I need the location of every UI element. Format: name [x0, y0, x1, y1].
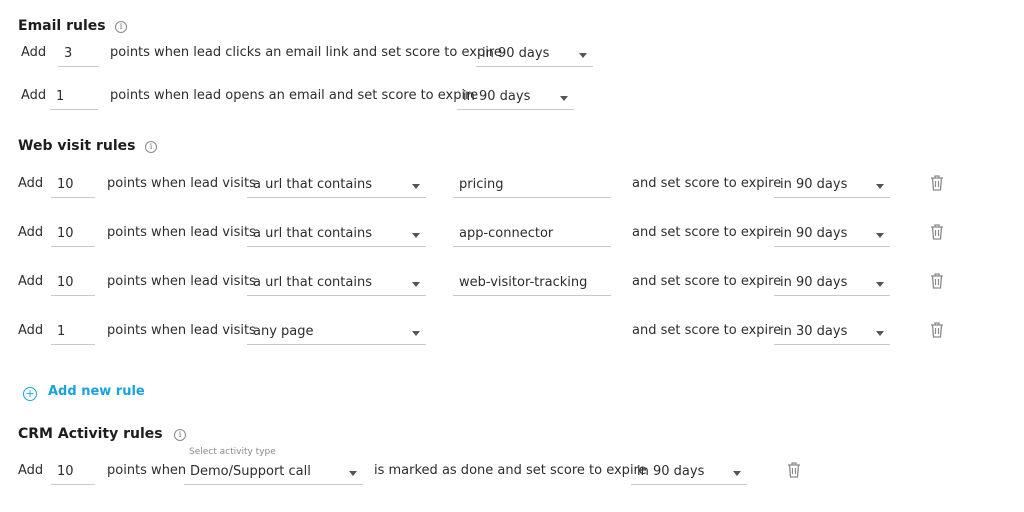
expire-text: and set score to expire	[632, 274, 782, 289]
caret-down-icon	[876, 233, 884, 238]
points-input[interactable]	[51, 224, 95, 247]
points-value: 10	[57, 275, 74, 290]
condition-value: a url that contains	[253, 177, 372, 192]
condition-value: a url that contains	[253, 275, 372, 290]
url-input[interactable]	[453, 224, 611, 247]
expire-text: and set score to expire	[632, 323, 782, 338]
caret-down-icon	[412, 282, 420, 287]
info-icon[interactable]: i	[174, 429, 186, 441]
points-value: 1	[56, 89, 65, 104]
caret-down-icon	[579, 53, 587, 58]
trash-icon[interactable]	[930, 322, 944, 338]
caret-down-icon	[349, 471, 357, 476]
url-value: web-visitor-tracking	[459, 275, 588, 290]
rule-text: points when lead visits	[107, 323, 256, 338]
info-icon[interactable]: i	[115, 21, 127, 33]
url-input[interactable]	[453, 273, 611, 296]
points-input[interactable]	[58, 44, 99, 67]
info-icon[interactable]: i	[145, 141, 157, 153]
url-input[interactable]	[453, 175, 611, 198]
expire-select[interactable]	[774, 175, 890, 198]
add-label: Add	[18, 463, 44, 478]
expire-select[interactable]	[476, 44, 593, 67]
caret-down-icon	[560, 96, 568, 101]
caret-down-icon	[876, 184, 884, 189]
expire-value: in 90 days	[780, 226, 848, 241]
rule-text: points when	[107, 463, 187, 478]
points-input[interactable]	[51, 273, 95, 296]
expire-select[interactable]	[631, 462, 747, 485]
trash-icon[interactable]	[787, 462, 801, 478]
caret-down-icon	[412, 331, 420, 336]
expire-value: in 30 days	[780, 324, 848, 339]
rule-text: points when lead clicks an email link and set score to expire	[110, 45, 502, 60]
points-value: 1	[57, 324, 66, 339]
url-value: pricing	[459, 177, 504, 192]
email-rules-title: Email rules	[18, 18, 106, 34]
caret-down-icon	[733, 471, 741, 476]
expire-value: in 90 days	[463, 89, 531, 104]
rule-text: points when lead visits	[107, 176, 256, 191]
url-value: app-connector	[459, 226, 554, 241]
rule-text-2: is marked as done and set score to expire	[374, 463, 647, 478]
expire-select[interactable]	[774, 322, 890, 345]
expire-value: in 90 days	[637, 464, 705, 479]
expire-select[interactable]	[774, 224, 890, 247]
expire-value: in 90 days	[780, 177, 848, 192]
trash-icon[interactable]	[930, 224, 944, 240]
points-value: 10	[57, 464, 74, 479]
points-value: 10	[57, 226, 74, 241]
points-value: 10	[57, 177, 74, 192]
plus-circle-icon[interactable]: +	[23, 387, 37, 401]
add-label: Add	[18, 323, 44, 338]
add-label: Add	[21, 45, 47, 60]
condition-select[interactable]	[247, 175, 426, 198]
rule-text: points when lead opens an email and set score to expire	[110, 88, 479, 103]
caret-down-icon	[876, 331, 884, 336]
condition-select[interactable]	[247, 322, 426, 345]
expire-value: in 90 days	[780, 275, 848, 290]
add-new-rule-link[interactable]: Add new rule	[48, 384, 145, 399]
expire-select[interactable]	[457, 87, 574, 110]
trash-icon[interactable]	[930, 273, 944, 289]
add-label: Add	[18, 176, 44, 191]
points-input[interactable]	[51, 322, 95, 345]
web-visit-rules-title: Web visit rules	[18, 138, 136, 154]
activity-type-value: Demo/Support call	[190, 464, 311, 479]
points-value: 3	[64, 46, 73, 61]
condition-select[interactable]	[247, 224, 426, 247]
expire-text: and set score to expire	[632, 176, 782, 191]
add-label: Add	[18, 225, 44, 240]
trash-icon[interactable]	[930, 175, 944, 191]
expire-text: and set score to expire	[632, 225, 782, 240]
rule-text: points when lead visits	[107, 274, 256, 289]
activity-type-label: Select activity type	[189, 447, 276, 457]
condition-value: any page	[253, 324, 314, 339]
rule-text: points when lead visits	[107, 225, 256, 240]
condition-select[interactable]	[247, 273, 426, 296]
caret-down-icon	[412, 184, 420, 189]
caret-down-icon	[412, 233, 420, 238]
expire-value: in 90 days	[482, 46, 550, 61]
expire-select[interactable]	[774, 273, 890, 296]
points-input[interactable]	[51, 175, 95, 198]
condition-value: a url that contains	[253, 226, 372, 241]
crm-activity-rules-title: CRM Activity rules	[18, 426, 163, 442]
caret-down-icon	[876, 282, 884, 287]
points-input[interactable]	[51, 462, 95, 485]
activity-type-select[interactable]	[184, 462, 363, 485]
add-label: Add	[21, 88, 47, 103]
points-input[interactable]	[50, 87, 98, 110]
add-label: Add	[18, 274, 44, 289]
